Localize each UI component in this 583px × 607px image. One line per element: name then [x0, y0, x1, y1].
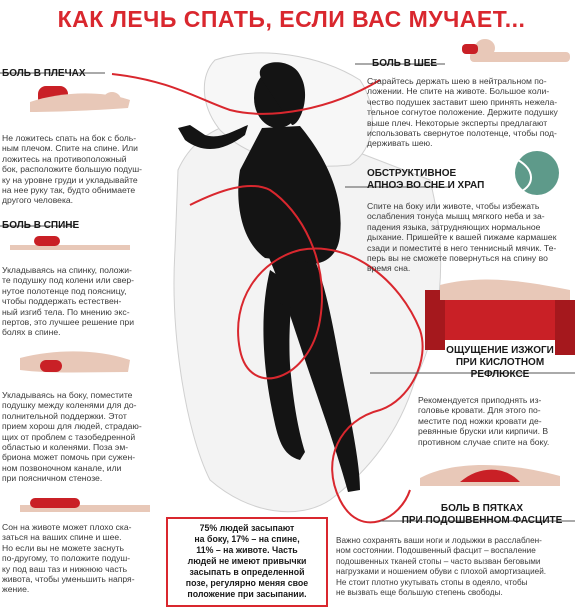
stats-line: 75% людей засыпают: [199, 523, 295, 533]
heading-line: РЕФЛЮКСЕ: [470, 369, 530, 380]
text-line: Но если вы не можете заснуть: [2, 542, 125, 553]
text-line: болях в спине.: [2, 327, 61, 338]
stats-box: [166, 517, 328, 607]
shoulders-figure: [30, 86, 130, 112]
back-figure-1: [10, 236, 130, 250]
back-heading: БОЛЬ В СПИНЕ: [2, 220, 80, 231]
text-line: головье кровати. Для этого по-: [418, 405, 541, 416]
stats-line: людей не имеют привычки: [187, 556, 307, 566]
heading-line: БОЛЬ В ПЯТКАХ: [440, 503, 524, 514]
text-line: полнительной поддержки. Этот: [2, 410, 127, 421]
heading-line: ОБСТРУКТИВНОЕ: [367, 168, 457, 179]
text-line: перь вы не сможете повернуться на спину во: [367, 253, 548, 264]
heading-line: ОЩУЩЕНИЕ ИЗЖОГИ: [446, 345, 554, 356]
text-line: Важно сохранять ваши ноги и лодыжки в расслаблен-: [336, 536, 542, 545]
shoulders-heading: БОЛЬ В ПЛЕЧАХ: [2, 68, 86, 79]
heading-line: АПНОЭ ВО СНЕ И ХРАП: [367, 180, 485, 191]
heels-text: [336, 536, 581, 598]
text-line: прием хорош для людей, страдаю-: [2, 421, 142, 432]
back-figure-2: [20, 351, 130, 372]
text-line: ку на уровне груди и укладывайте: [2, 174, 138, 185]
text-line: Сон на животе может плохо ска-: [2, 522, 132, 532]
neck-heading: БОЛЬ В ШЕЕ: [372, 58, 438, 69]
text-line: ложении. Не спите на животе. Большое коли-: [367, 86, 550, 97]
text-line: время сна.: [367, 263, 411, 274]
stats-line: на боку, 17% – на спине,: [194, 534, 300, 544]
text-line: местите под ножки кровати де-: [418, 415, 542, 426]
raised-bed-figure: [425, 280, 575, 355]
stats-line: позе, регулярно меняя свое: [185, 578, 309, 588]
text-line: сзади и поместите в него теннисный мячик. Те-: [367, 242, 557, 253]
text-line: чтобы поддержать естествен-: [2, 296, 122, 307]
heading-line: ПРИ ПОДОШВЕННОМ ФАСЦИТЕ: [401, 515, 563, 526]
text-line: ложитесь на противоположный: [2, 153, 127, 164]
heartburn-text: [418, 395, 580, 447]
shoulders-text: [2, 133, 182, 206]
text-line: Рекомендуется приподнять из-: [418, 395, 542, 405]
text-line: на нее руку так, будто обнимаете: [2, 185, 136, 196]
text-line: не вызвать еще большую степень свободы.: [336, 588, 503, 598]
text-line: ным плечом. Спите на спине. Или: [2, 143, 138, 154]
text-line: Старайтесь держать шею в нейтральном по-: [367, 76, 547, 86]
text-line: противном случае спите на боку.: [418, 436, 550, 447]
text-line: ослабления тонуса мышц мягкого неба и зa-: [367, 211, 545, 222]
text-line: щих от проблем с тазобедренной: [2, 431, 136, 442]
text-line: ку под ваш таз и нижнюю часть: [2, 563, 128, 574]
apnea-text: [367, 201, 581, 274]
text-line: тельное согнутое положение. Держите подушку: [367, 107, 558, 118]
text-line: ревянные бруски или кирпичи. В: [418, 426, 549, 437]
neck-figure: [462, 39, 570, 62]
stats-line: 11% – на животе. Часть: [196, 545, 298, 555]
back-figure-3: [20, 498, 150, 512]
back-text-3: [2, 522, 167, 595]
text-line: жение.: [2, 584, 30, 595]
text-line: те подушку под колени или свер-: [2, 275, 135, 286]
text-line: Укладываясь на спинку, положи-: [2, 265, 132, 275]
text-line: при поясничном стенозе.: [2, 473, 103, 484]
page-title: КАК ЛЕЧЬ СПАТЬ, ЕСЛИ ВАС МУЧАЕТ...: [57, 6, 526, 32]
text-line: по-другому, то положите подуш-: [2, 553, 131, 564]
text-line: падения языка, затрудняющих нормальное: [367, 221, 541, 232]
text-line: чество подушек заставит шею принять нежела-: [367, 96, 558, 107]
heading-line: ПРИ КИСЛОТНОМ: [455, 357, 545, 368]
text-line: выше плеч. Некоторые эксперты предлагают: [367, 117, 548, 128]
text-line: держивать шею.: [367, 138, 433, 149]
text-line: Не ложитесь спать на бок с боль-: [2, 133, 137, 143]
text-line: дыхание. Пришейте к вашей пижаме кармашек: [367, 232, 557, 243]
heels-heading: [392, 503, 572, 527]
text-line: ном состоянии. Подошвенный фасцит – воспаление: [336, 546, 536, 556]
apnea-heading: [367, 168, 484, 192]
text-line: Не стоит плотно укутывать стопы в одеяло, чтобы: [336, 577, 528, 587]
text-line: подошвенных тканей стопы – часто вызван беговыми: [336, 556, 541, 566]
text-line: Спите на боку или животе, чтобы избежать: [367, 201, 540, 211]
text-line: бриона может помочь при сужен-: [2, 452, 136, 463]
heartburn-heading: [425, 345, 575, 381]
stats-line: засыпать в определенной: [189, 567, 305, 577]
text-line: ном позвоночном канале, или: [2, 462, 122, 473]
stats-line: положение при засыпании.: [187, 589, 307, 599]
text-line: бок, расположите большую подуш-: [2, 164, 143, 175]
heel-figure: [420, 465, 560, 486]
text-line: подушку между коленями для до-: [2, 400, 137, 411]
back-text-1: [2, 265, 182, 338]
text-line: нутое полотенце под поясницу,: [2, 285, 127, 296]
text-line: заться на ваших спине и шее.: [2, 532, 122, 543]
text-line: Укладываясь на боку, поместите: [2, 390, 133, 400]
text-line: областью и коленями. Поза эм-: [2, 442, 129, 453]
back-text-2: [2, 390, 182, 484]
text-line: нагрузками и ношением обуви с плохой амортизацией.: [336, 567, 547, 577]
text-line: использовать свернутое полотенце, чтобы под-: [367, 128, 557, 139]
text-line: другого человека.: [2, 195, 74, 206]
neck-text: [367, 76, 581, 149]
text-line: живота, чтобы уменьшить напря-: [2, 574, 135, 585]
text-line: пертов, это лучшее решение при: [2, 317, 134, 328]
text-line: ный изгиб тела. По мнению экс-: [2, 306, 130, 317]
tennis-ball-icon: [515, 151, 559, 195]
